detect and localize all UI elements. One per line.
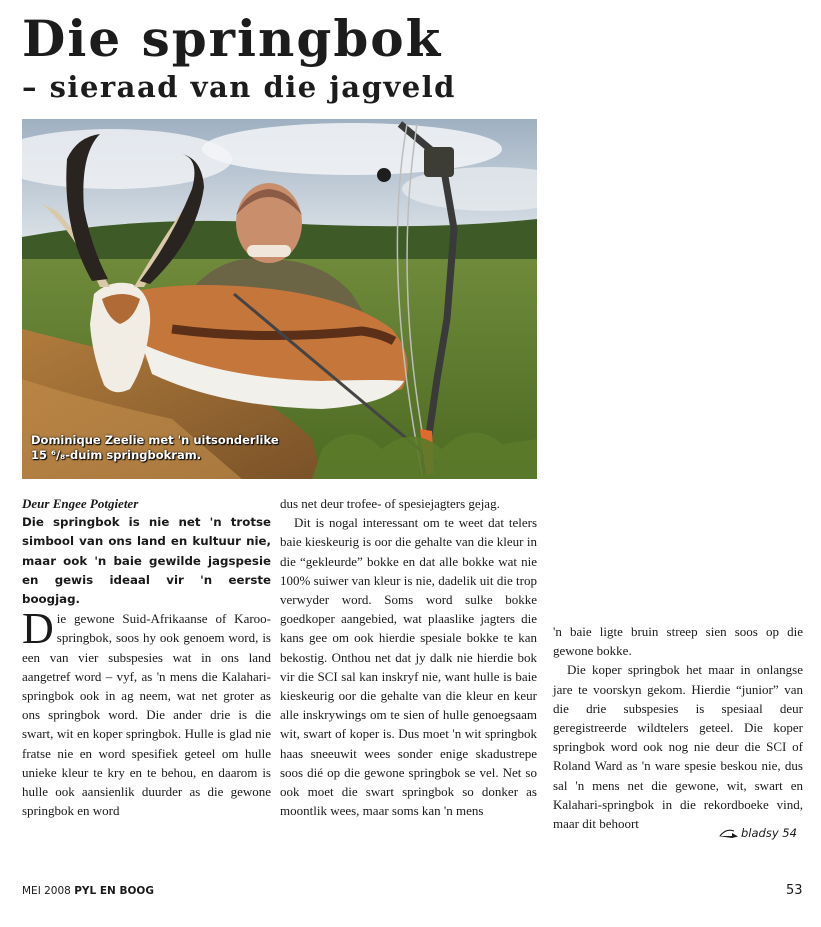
drop-cap: D <box>22 604 54 654</box>
footer-issue-line <box>22 885 154 897</box>
body-paragraph: Dit is nogal interessant om te weet dat telers baie kieskeurig is oor die gehalte van die kleur in die “gekleurde” bokke en dat alle bokke wat nie 100% suiwer van kleur is nie, dadelik uit die trop verwyder word. Soms word sulke bokke goedkoper aangebied, wat plaaslike jagters die kans gee om ook hierdie spesiale bokke te kan bekostig. Onthou net dat jy dalk nie hierdie bok vir die SCI sal kan inskryf nie, want hulle is baie kieskeurig oor die gehalte van die kleur en keur alle inskrywings om te sien of hulle genoegsaam wit, swart of koper is. Dus moet 'n wit springbok haas sneeuwit wees sonder enige skadustrepe soos dié op die gewone springbok se vel. Net so ook moet die swart springbok so donker as moontlik wees, maar soms kan 'n mens <box>280 515 537 819</box>
body-paragraph: dus net deur trofee- of spesiejagters gejag. <box>280 496 500 511</box>
caption-line-1: Dominique Zeelie met 'n uitsonderlike <box>31 433 279 447</box>
article-column-2 <box>280 494 537 820</box>
page-number: 53 <box>786 883 803 898</box>
article-photo <box>22 119 537 479</box>
article-title: Die springbok <box>22 9 443 68</box>
article-column-3 <box>553 622 803 833</box>
article-subtitle: – sieraad van die jagveld <box>22 70 456 104</box>
magazine-name: PYL EN BOOG <box>74 885 154 897</box>
issue-date: MEI 2008 <box>22 885 71 897</box>
arrow-bow-icon <box>718 828 738 838</box>
body-text: ie gewone Suid-Afrikaanse of Karoo-springbok, soos hy ook genoem word, is een van vier subspesies wat in ons land aangetref word – vyf, as 'n mens die Kalahari-springbok ook in ag neem, wat net groter as ons springbok word. Die ander drie is die swart, wit en koper springbok. Hulle is glad nie fratse nie en word spesifiek geteel om hulle unieke kleur te kry en te behou, en daarom is hulle ook aansienlik duurder as die gewone springbok en word <box>22 611 271 819</box>
byline: Deur Engee Potgieter <box>22 496 139 511</box>
body-paragraph: Die koper springbok het maar in onlangse jare te voorskyn gekom. Hierdie “junior” van die drie subspesies is spesiaal deur geregistreerde wildtelers geteel. Die koper springbok word ook nog nie deur die SCI of Roland Ward as 'n ware spesie beskou nie, dus sal 'n mens net die gewone, wit, swart en Kalahari-springbok in die rekordboeke vind, maar dit behoort <box>553 662 803 832</box>
photo-caption <box>31 433 279 463</box>
intro-paragraph: Die springbok is nie net 'n trotse simbool van ons land en kultuur nie, maar ook 'n baie gewilde jagspesie en gewis ideaal vir 'n eerste boogjag. <box>22 515 271 607</box>
caption-line-2: 15 ⁶/₈-duim springbokram. <box>31 448 202 462</box>
body-paragraph <box>22 604 271 820</box>
body-paragraph: 'n baie ligte bruin streep sien soos op die gewone bokke. <box>553 624 803 659</box>
article-column-1 <box>22 494 271 820</box>
continued-on-page[interactable] <box>718 826 797 840</box>
hunting-photo-illustration <box>22 119 537 479</box>
continued-label: bladsy 54 <box>741 826 797 840</box>
